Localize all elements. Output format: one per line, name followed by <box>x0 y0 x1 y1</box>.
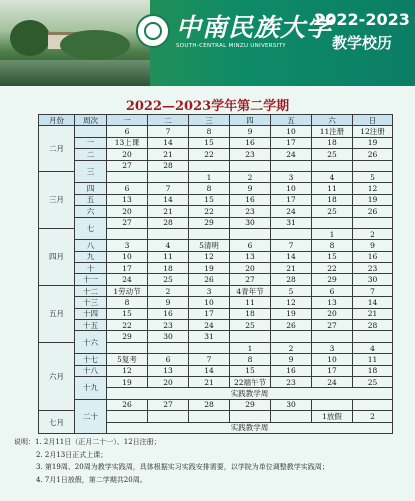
day-cell: 9 <box>230 126 271 137</box>
day-cell: 30 <box>353 274 393 285</box>
day-cell: 25 <box>353 376 393 387</box>
day-cell: 20 <box>148 376 189 387</box>
university-seal-icon <box>136 14 170 48</box>
semester-title: 2022—2023学年第二学期 <box>125 99 290 114</box>
day-cell: 23 <box>230 149 271 160</box>
day-cell: 17 <box>189 308 230 319</box>
day-cell <box>271 411 312 422</box>
table-row <box>39 183 393 194</box>
day-cell: 10 <box>189 297 230 308</box>
header-cell: 月份 <box>39 115 75 126</box>
day-cell <box>107 411 148 422</box>
day-cell: 30 <box>230 217 271 228</box>
header-cell: 二 <box>148 115 189 126</box>
day-cell: 16 <box>271 365 312 376</box>
header-cell: 周次 <box>75 115 107 126</box>
day-cell: 26 <box>189 274 230 285</box>
day-cell: 23 <box>271 376 312 387</box>
calendar-title: 教学校历 <box>331 34 392 52</box>
day-cell: 21 <box>148 206 189 217</box>
day-cell: 27 <box>230 274 271 285</box>
note-line: 2. 2月13日正式上课； <box>36 450 108 459</box>
day-cell: 14 <box>148 194 189 205</box>
day-cell: 23 <box>353 263 393 274</box>
day-cell <box>230 228 271 239</box>
day-cell <box>189 228 230 239</box>
day-cell <box>312 399 353 410</box>
day-cell <box>353 399 393 410</box>
day-cell: 30 <box>148 331 189 342</box>
day-cell: 18 <box>148 263 189 274</box>
day-cell: 31 <box>271 217 312 228</box>
day-cell: 19 <box>353 137 393 148</box>
day-cell: 20 <box>107 206 148 217</box>
day-cell: 29 <box>107 331 148 342</box>
day-cell: 29 <box>312 274 353 285</box>
header-cell: 日 <box>353 115 393 126</box>
day-cell: 10 <box>312 354 353 365</box>
day-cell: 12 <box>189 251 230 262</box>
day-cell: 13 <box>107 194 148 205</box>
day-cell: 18 <box>230 308 271 319</box>
day-cell: 9 <box>353 240 393 251</box>
table-row <box>39 137 393 148</box>
day-cell: 2 <box>353 228 393 239</box>
day-cell: 17 <box>271 137 312 148</box>
week-cell: 十四 <box>75 308 107 319</box>
practice-week-cell: 实践教学周 <box>107 388 393 399</box>
day-cell: 17 <box>271 194 312 205</box>
day-cell: 7 <box>271 240 312 251</box>
day-cell: 4 <box>353 342 393 353</box>
day-cell: 13 <box>148 365 189 376</box>
week-cell: 二十 <box>75 399 107 433</box>
day-cell: 19 <box>107 376 148 387</box>
day-cell: 16 <box>353 251 393 262</box>
day-cell: 27 <box>148 399 189 410</box>
table-row <box>39 297 393 308</box>
table-row <box>39 160 393 171</box>
day-cell: 10 <box>271 183 312 194</box>
day-cell: 8 <box>107 297 148 308</box>
day-cell: 16 <box>230 137 271 148</box>
calendar-table <box>38 114 393 434</box>
day-cell <box>107 228 148 239</box>
day-cell: 8 <box>189 126 230 137</box>
table-row <box>39 149 393 160</box>
day-cell: 24 <box>271 206 312 217</box>
day-cell: 31 <box>189 331 230 342</box>
note-line: 3. 第19周、20周为教学实践周，具体根据实习实践安排需要，以学院为单位调整教学实践周； <box>36 463 329 471</box>
table-row <box>39 217 393 228</box>
day-cell: 22 <box>312 263 353 274</box>
day-cell: 3 <box>312 342 353 353</box>
day-cell: 25 <box>312 206 353 217</box>
day-cell: 4 <box>148 240 189 251</box>
day-cell: 21 <box>189 376 230 387</box>
note-line: 4. 7月1日放假，第二学期共20周。 <box>36 475 147 484</box>
day-cell: 22 <box>107 320 148 331</box>
day-cell: 28 <box>353 320 393 331</box>
day-cell <box>107 171 148 182</box>
campus-photo <box>0 0 150 86</box>
day-cell: 27 <box>312 320 353 331</box>
day-cell: 5清明 <box>189 240 230 251</box>
day-cell: 7 <box>148 183 189 194</box>
day-cell: 14 <box>189 365 230 376</box>
week-cell: 九 <box>75 251 107 262</box>
note-line: 说明：1. 2月11日（正月二十一）、12日注册； <box>14 438 161 446</box>
day-cell: 25 <box>230 320 271 331</box>
day-cell: 24 <box>107 274 148 285</box>
day-cell: 18 <box>312 194 353 205</box>
day-cell: 9 <box>271 354 312 365</box>
week-cell: 十二 <box>75 285 107 296</box>
header-cell: 一 <box>107 115 148 126</box>
week-cell: 八 <box>75 240 107 251</box>
week-cell: 十 <box>75 263 107 274</box>
day-cell: 12注册 <box>353 126 393 137</box>
day-cell: 3 <box>107 240 148 251</box>
day-cell <box>271 228 312 239</box>
day-cell <box>148 342 189 353</box>
day-cell: 15 <box>107 308 148 319</box>
table-row <box>39 399 393 410</box>
day-cell: 6 <box>230 240 271 251</box>
day-cell: 12 <box>107 365 148 376</box>
day-cell: 6 <box>107 183 148 194</box>
day-cell: 1 <box>189 171 230 182</box>
header-cell: 五 <box>271 115 312 126</box>
day-cell: 22 <box>189 206 230 217</box>
month-cell: 四月 <box>39 228 75 285</box>
header-cell: 三 <box>189 115 230 126</box>
day-cell: 14 <box>271 251 312 262</box>
month-cell: 六月 <box>39 342 75 410</box>
day-cell <box>353 160 393 171</box>
day-cell: 29 <box>189 217 230 228</box>
day-cell: 13 <box>312 297 353 308</box>
day-cell: 10 <box>271 126 312 137</box>
day-cell: 11 <box>148 251 189 262</box>
day-cell: 26 <box>353 206 393 217</box>
day-cell: 7 <box>189 354 230 365</box>
week-cell: 四 <box>75 183 107 194</box>
day-cell: 26 <box>353 149 393 160</box>
day-cell: 11注册 <box>312 126 353 137</box>
day-cell: 22 <box>189 149 230 160</box>
day-cell: 28 <box>148 160 189 171</box>
month-cell: 二月 <box>39 126 75 172</box>
week-cell: 三 <box>75 160 107 183</box>
day-cell: 21 <box>271 263 312 274</box>
day-cell: 9 <box>148 297 189 308</box>
day-cell <box>148 171 189 182</box>
day-cell: 5 <box>353 171 393 182</box>
day-cell: 27 <box>107 217 148 228</box>
day-cell: 2 <box>148 285 189 296</box>
academic-year: 2022-2023 <box>314 10 410 29</box>
week-cell: 十九 <box>75 376 107 399</box>
table-row <box>39 331 393 342</box>
table-row <box>39 320 393 331</box>
day-cell: 25 <box>312 149 353 160</box>
table-row <box>39 308 393 319</box>
day-cell: 11 <box>230 297 271 308</box>
week-cell: 十七 <box>75 354 107 365</box>
header-cell: 四 <box>230 115 271 126</box>
day-cell: 1 <box>312 228 353 239</box>
week-cell: 五 <box>75 194 107 205</box>
day-cell: 8 <box>312 240 353 251</box>
table-row <box>39 274 393 285</box>
table-row <box>39 206 393 217</box>
day-cell <box>189 342 230 353</box>
day-cell: 13 <box>230 251 271 262</box>
day-cell <box>189 411 230 422</box>
week-cell: 七 <box>75 217 107 240</box>
day-cell <box>353 331 393 342</box>
day-cell <box>148 411 189 422</box>
day-cell: 16 <box>148 308 189 319</box>
day-cell: 22端午节 <box>230 376 271 387</box>
day-cell: 18 <box>312 137 353 148</box>
day-cell: 24 <box>312 376 353 387</box>
day-cell: 8 <box>189 183 230 194</box>
day-cell: 15 <box>230 365 271 376</box>
day-cell: 11 <box>312 183 353 194</box>
day-cell: 1放假 <box>312 411 353 422</box>
table-row <box>39 354 393 365</box>
day-cell: 30 <box>271 399 312 410</box>
day-cell: 26 <box>271 320 312 331</box>
university-name-cn: 中南民族大学 <box>176 13 333 42</box>
day-cell <box>107 342 148 353</box>
table-row <box>39 240 393 251</box>
day-cell: 10 <box>107 251 148 262</box>
day-cell <box>312 331 353 342</box>
day-cell: 3 <box>189 285 230 296</box>
day-cell <box>312 160 353 171</box>
week-cell: 十一 <box>75 274 107 285</box>
day-cell: 19 <box>353 194 393 205</box>
day-cell: 6 <box>312 285 353 296</box>
day-cell: 4青年节 <box>230 285 271 296</box>
day-cell: 6 <box>107 126 148 137</box>
header-cell: 六 <box>312 115 353 126</box>
month-cell: 五月 <box>39 285 75 342</box>
week-cell: 六 <box>75 206 107 217</box>
day-cell: 9 <box>230 183 271 194</box>
day-cell <box>271 160 312 171</box>
header-banner <box>0 0 415 86</box>
day-cell: 17 <box>312 365 353 376</box>
day-cell: 24 <box>271 149 312 160</box>
day-cell: 26 <box>107 399 148 410</box>
week-cell: 十六 <box>75 331 107 354</box>
table-row <box>39 194 393 205</box>
day-cell <box>312 217 353 228</box>
day-cell <box>148 228 189 239</box>
week-cell: 一 <box>75 137 107 148</box>
day-cell <box>230 160 271 171</box>
day-cell: 5 <box>271 285 312 296</box>
day-cell: 4 <box>312 171 353 182</box>
day-cell: 16 <box>230 194 271 205</box>
day-cell: 27 <box>107 160 148 171</box>
day-cell: 1 <box>230 342 271 353</box>
day-cell: 25 <box>148 274 189 285</box>
day-cell: 14 <box>353 297 393 308</box>
table-row <box>39 251 393 262</box>
day-cell: 28 <box>271 274 312 285</box>
table-row <box>39 376 393 387</box>
table-row <box>39 365 393 376</box>
day-cell: 14 <box>148 137 189 148</box>
day-cell: 24 <box>189 320 230 331</box>
practice-week-cell: 实践教学周 <box>107 422 393 433</box>
table-row <box>39 126 393 137</box>
day-cell: 21 <box>353 308 393 319</box>
day-cell <box>189 160 230 171</box>
day-cell: 19 <box>271 308 312 319</box>
table-row <box>39 263 393 274</box>
day-cell <box>353 217 393 228</box>
day-cell: 21 <box>148 149 189 160</box>
table-row <box>39 285 393 296</box>
day-cell: 13上课 <box>107 137 148 148</box>
day-cell: 18 <box>353 365 393 376</box>
day-cell: 2 <box>353 411 393 422</box>
notes <box>14 436 406 486</box>
day-cell: 15 <box>312 251 353 262</box>
day-cell: 6 <box>148 354 189 365</box>
day-cell <box>230 331 271 342</box>
day-cell: 20 <box>230 263 271 274</box>
day-cell: 2 <box>230 171 271 182</box>
week-cell <box>75 126 107 137</box>
day-cell: 19 <box>189 263 230 274</box>
day-cell: 15 <box>189 194 230 205</box>
week-cell: 十五 <box>75 320 107 331</box>
day-cell: 7 <box>148 126 189 137</box>
day-cell: 2 <box>271 342 312 353</box>
day-cell <box>271 331 312 342</box>
day-cell: 29 <box>230 399 271 410</box>
day-cell: 5复考 <box>107 354 148 365</box>
week-cell: 十三 <box>75 297 107 308</box>
day-cell <box>230 411 271 422</box>
day-cell: 20 <box>107 149 148 160</box>
table-header-row <box>39 115 393 126</box>
day-cell: 23 <box>148 320 189 331</box>
day-cell: 7 <box>353 285 393 296</box>
day-cell: 12 <box>271 297 312 308</box>
week-cell: 二 <box>75 149 107 160</box>
month-cell: 七月 <box>39 411 75 434</box>
day-cell: 8 <box>230 354 271 365</box>
day-cell: 28 <box>189 399 230 410</box>
day-cell: 3 <box>271 171 312 182</box>
university-name-en: SOUTH-CENTRAL MINZU UNIVERSITY <box>176 43 286 49</box>
month-cell: 三月 <box>39 171 75 228</box>
week-cell: 十八 <box>75 365 107 376</box>
day-cell: 17 <box>107 263 148 274</box>
day-cell: 20 <box>312 308 353 319</box>
day-cell: 15 <box>189 137 230 148</box>
day-cell: 28 <box>148 217 189 228</box>
day-cell: 11 <box>353 354 393 365</box>
day-cell: 1劳动节 <box>107 285 148 296</box>
day-cell: 12 <box>353 183 393 194</box>
day-cell: 23 <box>230 206 271 217</box>
